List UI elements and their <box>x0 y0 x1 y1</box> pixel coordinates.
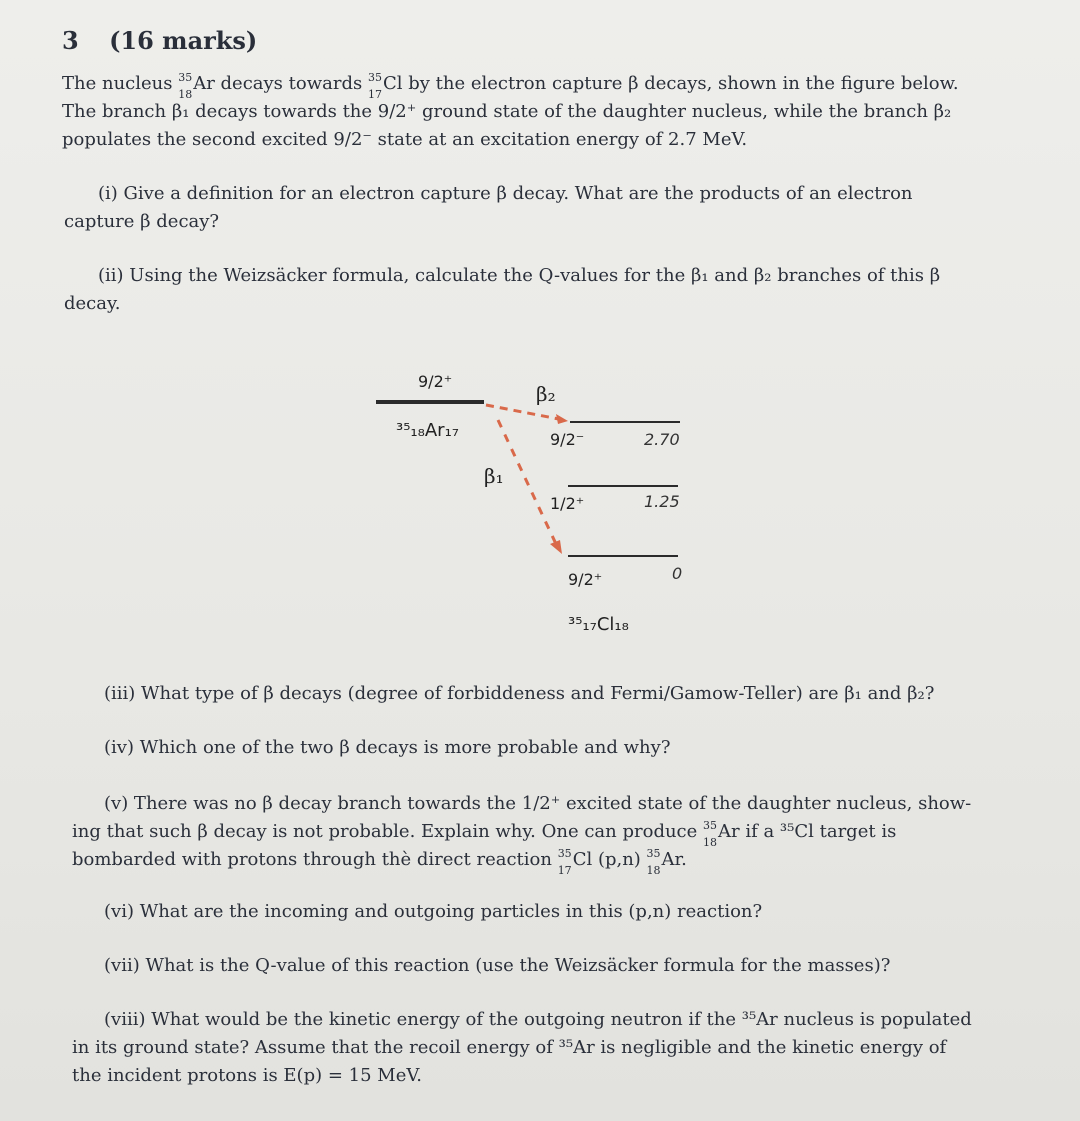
mass-number: 35 <box>367 71 382 84</box>
question-viii-line-3: the incident protons is E(p) = 15 MeV. <box>72 1065 422 1086</box>
intro-line-3: populates the second excited 9/2⁻ state at an excitation energy of 2.7 MeV. <box>62 129 748 150</box>
intro-line-2: The branch β₁ decays towards the 9/2⁺ ground state of the daughter nucleus, while the branch β₂ <box>62 101 952 122</box>
question-viii-line-1: (viii) What would be the kinetic energy of the outgoing neutron if the ³⁵Ar nucleus is populated <box>104 1009 972 1030</box>
question-v-text: Ar. <box>661 849 687 870</box>
beta1-arrowhead <box>550 540 562 554</box>
intro-line-1 <box>62 70 1022 101</box>
beta1-label: β₁ <box>484 464 504 488</box>
atomic-number: 18 <box>703 836 718 849</box>
question-v-line-3 <box>72 846 1032 877</box>
level-spin-1.25: 1/2⁺ <box>550 494 585 513</box>
parent-spin-label: 9/2⁺ <box>418 372 453 391</box>
nuclide-ar35 <box>646 846 662 877</box>
atomic-number: 18 <box>646 864 661 877</box>
decay-scheme-diagram <box>360 360 720 650</box>
atomic-number: 18 <box>178 88 193 101</box>
mass-number: 35 <box>646 847 661 860</box>
daughter-nucleus-label: ³⁵₁₇Cl₁₈ <box>568 614 629 635</box>
question-i-line-1: (i) Give a definition for an electron capture β decay. What are the products of an electron <box>98 183 913 204</box>
question-v-text: bombarded with protons through thè direct reaction <box>72 849 558 870</box>
question-vi: (vi) What are the incoming and outgoing particles in this (p,n) reaction? <box>104 901 763 922</box>
intro-text: Cl by the electron capture β decays, shown in the figure below. <box>382 73 959 94</box>
question-v-line-2 <box>72 818 1032 849</box>
nuclide-ar35 <box>178 70 193 101</box>
intro-text: Ar decays towards <box>193 73 368 94</box>
question-v <box>72 790 1032 877</box>
question-ii-line-1: (ii) Using the Weizsäcker formula, calculate the Q-values for the β₁ and β₂ branches of this β <box>98 265 941 286</box>
question-ii <box>64 262 1024 318</box>
level-spin-2.70: 9/2⁻ <box>550 430 585 449</box>
mass-number: 35 <box>178 71 193 84</box>
level-energy-0: 0 <box>672 564 683 583</box>
beta2-label: β₂ <box>536 382 556 406</box>
question-viii-line-2: in its ground state? Assume that the recoil energy of ³⁵Ar is negligible and the kinetic energy of <box>72 1037 947 1058</box>
intro-paragraph <box>62 70 1022 154</box>
level-energy-2.70: 2.70 <box>644 430 680 449</box>
question-heading <box>62 26 257 55</box>
beta2-arrowhead <box>556 414 568 424</box>
nuclide-cl35 <box>557 846 573 877</box>
question-i <box>64 180 1024 236</box>
question-iii: (iii) What type of β decays (degree of forbiddeness and Fermi/Gamow-Teller) are β₁ and β₂? <box>104 683 935 704</box>
mass-number: 35 <box>557 847 572 860</box>
level-spin-0: 9/2⁺ <box>568 570 603 589</box>
mass-number: 35 <box>703 819 718 832</box>
intro-text: The nucleus <box>62 73 179 94</box>
beta1-arrow <box>498 420 556 544</box>
nuclide-cl35 <box>367 70 383 101</box>
atomic-number: 17 <box>367 88 382 101</box>
question-ii-line-2: decay. <box>64 293 121 314</box>
question-marks: (16 marks) <box>109 26 258 55</box>
question-i-line-2: capture β decay? <box>64 211 220 232</box>
question-v-line-1: (v) There was no β decay branch towards the 1/2⁺ excited state of the daughter nucleus, show- <box>104 793 972 814</box>
question-v-text: Ar if a ³⁵Cl target is <box>718 821 897 842</box>
question-v-text: Cl (p,n) <box>572 849 647 870</box>
atomic-number: 17 <box>557 864 572 877</box>
question-iv: (iv) Which one of the two β decays is more probable and why? <box>104 737 671 758</box>
level-energy-1.25: 1.25 <box>644 492 680 511</box>
question-number: 3 <box>62 26 79 55</box>
question-vii: (vii) What is the Q-value of this reaction (use the Weizsäcker formula for the masses)? <box>104 955 891 976</box>
nuclide-ar35 <box>703 818 718 849</box>
parent-nucleus-label: ³⁵₁₈Ar₁₇ <box>396 420 460 441</box>
question-viii <box>72 1006 1032 1090</box>
question-v-text: ing that such β decay is not probable. Explain why. One can produce <box>72 821 704 842</box>
beta2-arrow <box>486 405 564 420</box>
